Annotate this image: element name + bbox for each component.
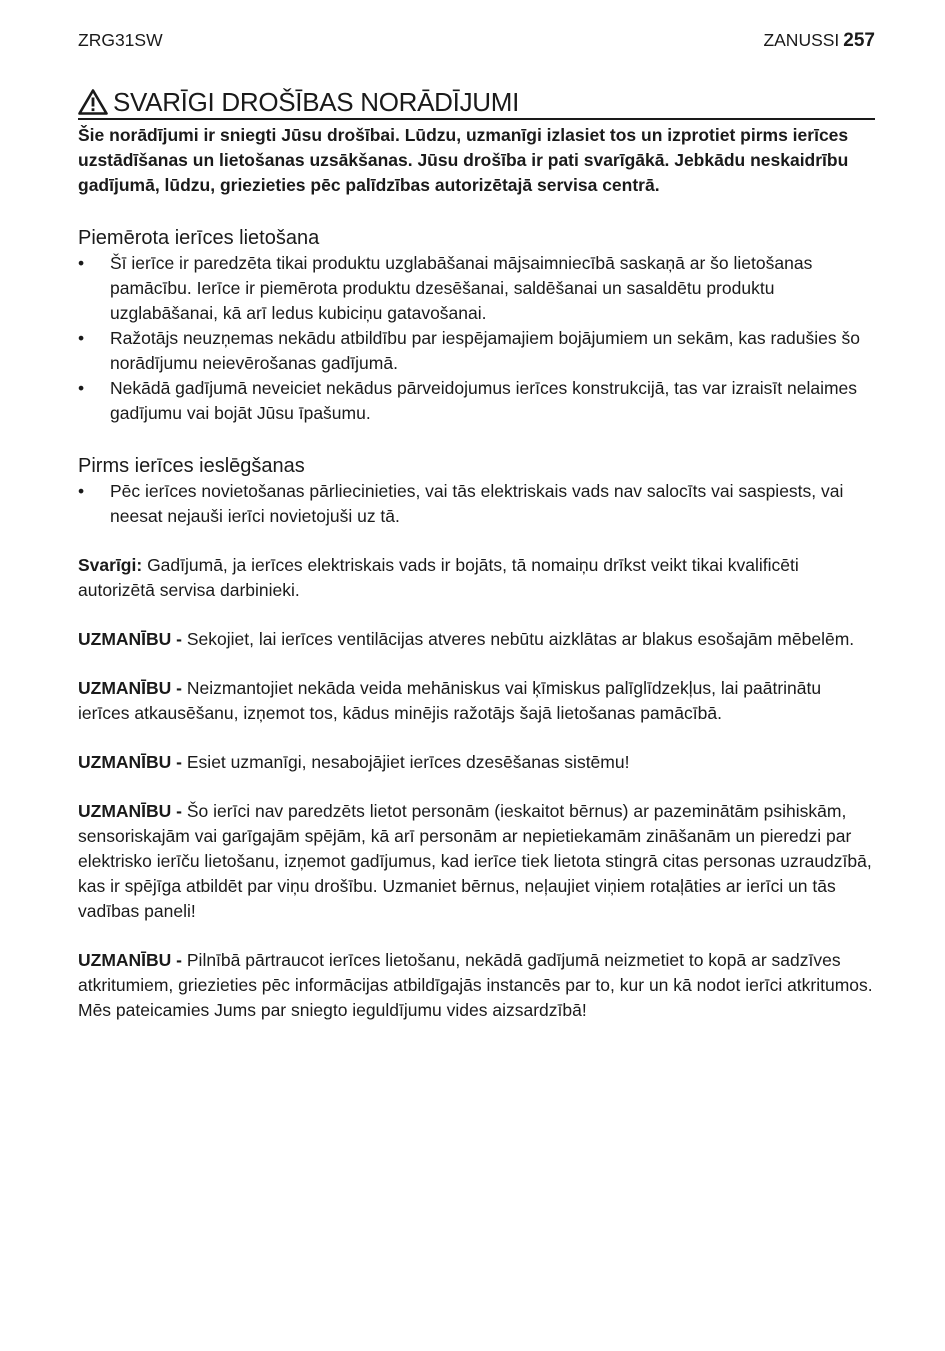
bullet-icon: •: [78, 253, 85, 273]
bullet-list: [78, 251, 875, 426]
list-item-text: Ražotājs neuzņemas nekādu atbildību par iespējamajiem bojājumiem un sekām, kas radušies šo norādījumu neievērošanas gadījumā.: [110, 328, 860, 373]
note-label: UZMANĪBU -: [78, 629, 183, 649]
spacer: [78, 652, 875, 676]
note-label: Svarīgi:: [78, 555, 143, 575]
model-label: ZRG31SW: [78, 30, 163, 50]
section-title-row: [78, 88, 875, 120]
note-text: Esiet uzmanīgi, nesabojājiet ierīces dzesēšanas sistēmu!: [182, 752, 630, 772]
list-item: [78, 376, 875, 426]
page-number: 257: [843, 30, 875, 51]
list-item-text: Šī ierīce ir paredzēta tikai produktu uzglabāšanai mājsaimniecībā saskaņā ar šo lietošanas pamācību. Ierīce ir piemērota produktu dzesēšanai, saldēšanai un sasaldētu produktu uzglabāšanai, kā arī ledus kubiciņu gatavošanai.: [110, 253, 813, 323]
note-paragraph: [78, 553, 875, 603]
note-label: UZMANĪBU -: [78, 752, 183, 772]
bullet-list: [78, 479, 875, 529]
note-text: Pilnībā pārtraucot ierīces lietošanu, nekādā gadījumā neizmetiet to kopā ar sadzīves atkritumiem, griezieties pēc informācijas atbildīgajās instancēs par to, kur un kā nodot ierīci atkritumos. Mēs pateicamies Jums par sniegto ieguldījumu vides aizsardzībā!: [78, 950, 873, 1020]
sections: [78, 225, 875, 529]
bullet-icon: •: [78, 481, 85, 501]
spacer: [78, 529, 875, 553]
brand-page: [763, 30, 875, 52]
note-label: UZMANĪBU -: [78, 950, 183, 970]
bullet-icon: •: [78, 328, 85, 348]
spacer: [78, 603, 875, 627]
list-item-text: Nekādā gadījumā neveiciet nekādus pārveidojumus ierīces konstrukcijā, tas var izraisīt nelaimes gadījumu vai bojāt Jūsu īpašumu.: [110, 378, 858, 423]
bullet-icon: •: [78, 378, 85, 398]
note-paragraph: [78, 948, 875, 1023]
warning-triangle-icon: [78, 89, 108, 115]
brand-label: ZANUSSI: [763, 30, 840, 50]
note-paragraph: [78, 799, 875, 924]
list-item: [78, 479, 875, 529]
note-text: Sekojiet, lai ierīces ventilācijas atveres nebūtu aizklātas ar blakus esošajām mēbelēm.: [182, 629, 855, 649]
spacer: [78, 775, 875, 799]
document-page: [78, 30, 875, 1023]
note-text: Šo ierīci nav paredzēts lietot personām (ieskaitot bērnus) ar pazeminātām psihiskām, sensoriskajām vai garīgajām spējām, kā arī personām ar nepietiekamām zināšanām un pieredzi par elektrisko ierīču lietošanu, izņemot gadījumus, kad ierīce tiek lietota stingrā citas personas uzraudzībā, kas ir spējīga atbildēt par viņu drošību. Uzmaniet bērnus, neļaujiet viņiem rotaļāties ar ierīci un tās vadības paneli!: [78, 801, 872, 921]
section-heading: Pirms ierīces ieslēgšanas: [78, 455, 305, 477]
note-paragraph: [78, 750, 875, 775]
spacer: [78, 924, 875, 948]
page-title: SVARĪGI DROŠĪBAS NORĀDĪJUMI: [113, 87, 520, 117]
note-text: Gadījumā, ja ierīces elektriskais vads ir bojāts, tā nomaiņu drīkst veikt tikai kvalificēti autorizētā servisa darbinieki.: [78, 555, 799, 600]
page-header: [78, 30, 875, 58]
list-item: [78, 326, 875, 376]
note-paragraph: [78, 627, 875, 652]
section-heading: Piemērota ierīces lietošana: [78, 227, 320, 249]
notes: [78, 529, 875, 1023]
list-item-text: Pēc ierīces novietošanas pārliecinieties, vai tās elektriskais vads nav salocīts vai saspiests, vai neesat nejauši ierīci novietojuši uz tā.: [110, 481, 844, 526]
intro-paragraph: Šie norādījumi ir sniegti Jūsu drošībai. Lūdzu, uzmanīgi izlasiet tos un izprotiet pirms ierīces uzstādīšanas un lietošanas uzsākšanas. Jūsu drošība ir pati svarīgākā. Jebkādu neskaidrību gadījumā, lūdzu, griezieties pēc palīdzības autorizētajā servisa centrā.: [78, 125, 849, 195]
note-label: UZMANĪBU -: [78, 801, 183, 821]
note-label: UZMANĪBU -: [78, 678, 183, 698]
note-text: Neizmantojiet nekāda veida mehāniskus vai ķīmiskus palīglīdzekļus, lai paātrinātu ierīces atkausēšanu, izņemot tos, kādus minējis ražotājs šajā lietošanas pamācībā.: [78, 678, 822, 723]
spacer: [78, 726, 875, 750]
list-item: [78, 251, 875, 326]
note-paragraph: [78, 676, 875, 726]
